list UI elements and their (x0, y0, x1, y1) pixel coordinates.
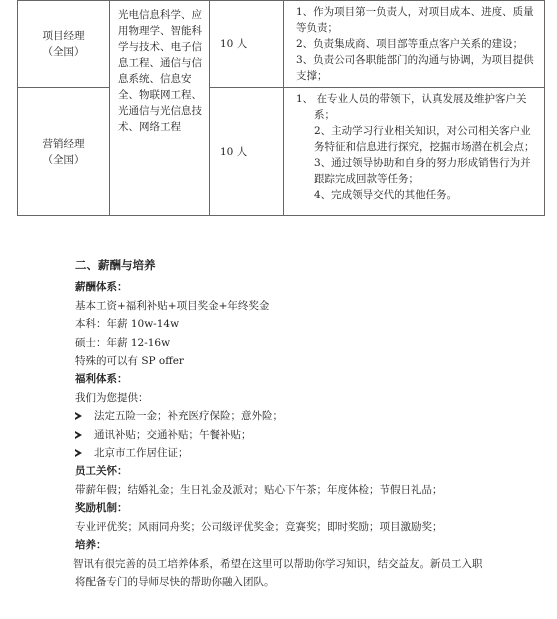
majors-line: 用物理学、智能科 (118, 25, 202, 37)
headcount-cell: 10 人 (210, 88, 284, 216)
training-heading: 培养： (75, 539, 107, 552)
arrow-bullet-icon (75, 431, 82, 439)
majors-line: 息工程、通信与信 (118, 57, 202, 69)
duty-line: 跟踪完成回款等任务； (314, 173, 419, 185)
positions-table (17, 0, 545, 216)
duty-line: 等负责； (296, 22, 338, 34)
duties-cell (284, 88, 545, 216)
role-title: 营销经理 (42, 137, 85, 150)
compensation-section (75, 256, 545, 591)
arrow-bullet-icon (75, 449, 82, 457)
benefit-text: 北京市工作居住证； (94, 447, 189, 460)
table-row (18, 88, 545, 216)
list-item (75, 407, 545, 425)
duty-line: 务特征和信息进行探究，挖掘市场潜在机会点； (314, 141, 535, 153)
duty-line: 4、完成领导交代的其他任务。 (314, 189, 458, 201)
salary-line: 本科：年薪 10w-14w (75, 318, 180, 331)
majors-line: 术、网络工程 (118, 121, 181, 133)
majors-line: 全、物联网工程、 (118, 89, 202, 101)
duty-line: 系； (314, 109, 335, 121)
role-location: （全国） (42, 153, 85, 166)
majors-line: 学与技术、电子信 (118, 41, 202, 53)
section-title: 二、薪酬与培养 (75, 258, 156, 272)
duty-line: 1、 在专业人员的带领下，认真发展及维护客户关 (296, 93, 527, 105)
duty-line: 2、负责集成商、项目部等重点客户关系的建设； (296, 38, 524, 50)
salary-heading: 薪酬体系： (75, 281, 128, 294)
salary-line: 基本工资+福利补贴+项目奖金+年终奖金 (75, 299, 270, 312)
care-heading: 员工关怀： (75, 465, 128, 478)
list-item (75, 426, 545, 444)
list-item (75, 444, 545, 462)
benefits-intro: 我们为您提供： (75, 391, 149, 404)
duty-line: 3、负责公司各职能部门的沟通与协调，为项目提供 (296, 54, 534, 66)
role-cell (18, 1, 110, 88)
majors-line: 光通信与光信息技 (118, 105, 202, 117)
role-title: 项目经理 (42, 30, 85, 42)
role-location: （全国） (42, 46, 85, 58)
role-cell (18, 88, 110, 216)
salary-line: 硕士：年薪 12-16w (75, 336, 171, 349)
duty-line: 支撑； (296, 70, 328, 82)
benefits-heading: 福利体系： (75, 373, 128, 386)
arrow-bullet-icon (75, 412, 82, 420)
majors-line: 光电信息科学、应 (118, 9, 202, 21)
awards-text: 专业评优奖；风雨同舟奖；公司级评优奖金；竞赛奖；即时奖励；项目激励奖； (75, 520, 443, 533)
training-line: 智讯有很完善的员工培养体系，希望在这里可以帮助你学习知识，结交益友。新员工入职 (73, 557, 483, 570)
duty-line: 1、作为项目第一负责人，对项目成本、进度、质量 (296, 6, 534, 18)
duty-line: 3、通过领导协助和自身的努力形成销售行为并 (314, 157, 531, 169)
duty-line: 2、主动学习行业相关知识，对公司相关客户业 (314, 125, 531, 137)
majors-cell (110, 1, 210, 216)
care-text: 带薪年假；结婚礼金；生日礼金及派对；贴心下午茶；年度体检；节假日礼品； (75, 483, 443, 496)
table-row (18, 1, 545, 88)
training-line: 将配备专门的导师尽快的帮助你融入团队。 (75, 575, 275, 588)
awards-heading: 奖励机制： (75, 502, 128, 515)
salary-line: 特殊的可以有 SP offer (75, 355, 184, 368)
majors-line: 息系统、信息安 (118, 73, 192, 85)
headcount-cell: 10 人 (210, 1, 284, 88)
benefit-text: 通讯补贴；交通补贴；午餐补贴； (94, 428, 252, 441)
duties-cell (284, 1, 545, 88)
benefit-text: 法定五险一金；补充医疗保险；意外险； (94, 410, 283, 423)
